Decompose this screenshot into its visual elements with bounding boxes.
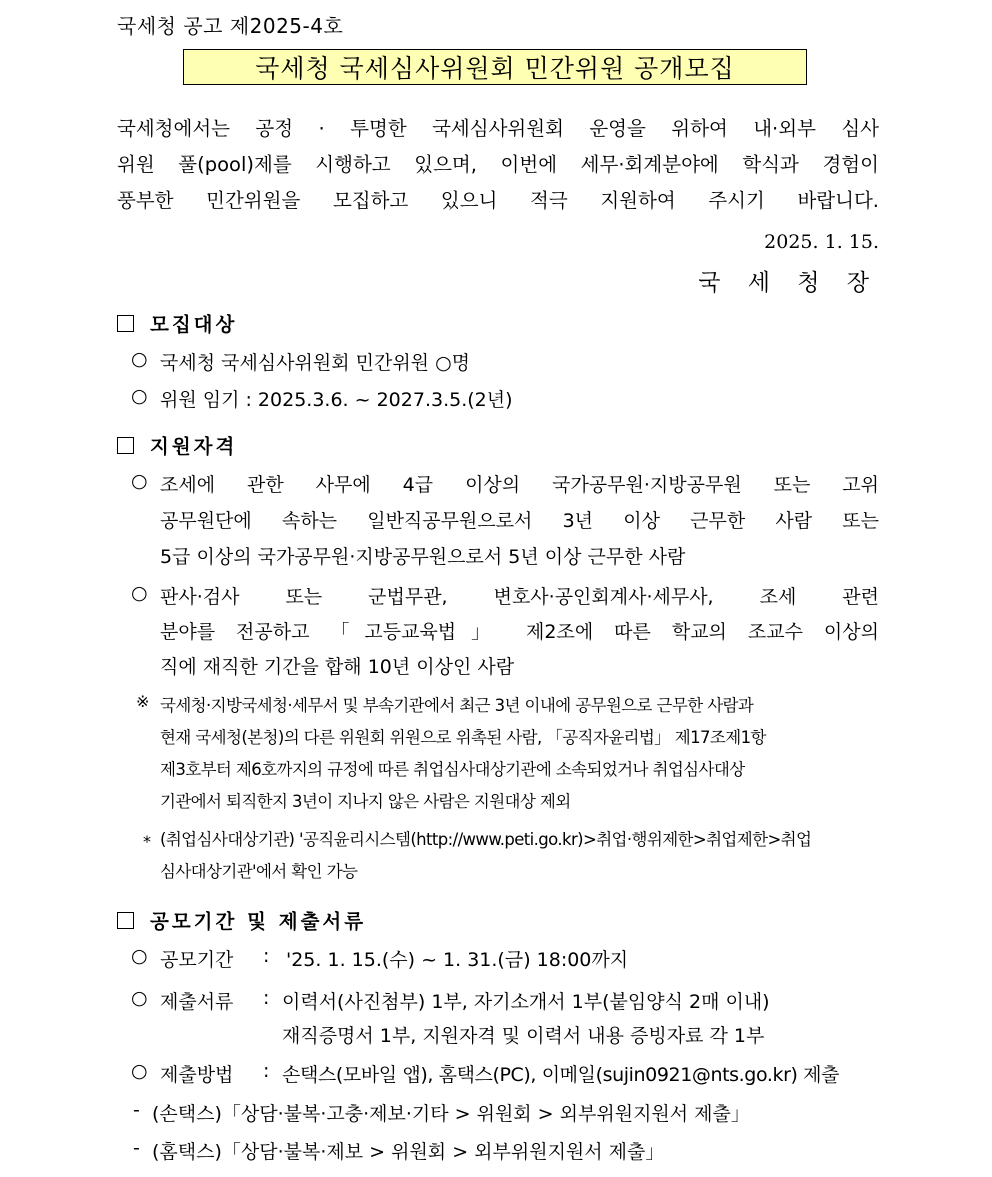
bullet-circle-icon: ○ [131,348,148,370]
section-application-heading [117,906,366,934]
checkbox-square-icon [117,315,134,332]
qualification-item-2-line-1: 판사·검사 또는 군법무관, 변호사·공인회계사·세무사, 조세 관련 [160,586,879,608]
method-value: 손택스(모바일 앱), 홈택스(PC), 이메일(sujin0921@nts.go.kr) 제출 [282,1064,840,1086]
section-title: 지원자격 [150,435,238,458]
method-label: 제출방법 [160,1064,234,1086]
period-label: 공모기간 [160,949,234,971]
documents-line-2: 재직증명서 1부, 지원자격 및 이력서 내용 증빙자료 각 1부 [282,1025,765,1047]
bullet-circle-icon: ○ [131,1060,148,1082]
notice-title-box [183,49,807,85]
qualification-item-2-line-2: 분야를 전공하고 「고등교육법」 제2조에 따른 학교의 조교수 이상의 [160,621,879,643]
checkbox-square-icon [117,437,134,454]
section-qualification-heading [117,431,237,459]
exclusion-line-3: 제3호부터 제6호까지의 규정에 따른 취업심사대상기관에 소속되었거나 취업심사대상 [160,760,745,779]
documents-label: 제출서류 [160,991,234,1013]
intro-line-2: 위원 풀(pool)제를 시행하고 있으며, 이번에 세무·회계분야에 학식과 경험이 [117,153,879,176]
checkbox-square-icon [117,912,134,929]
notice-title: 국세청 국세심사위원회 민간위원 공개모집 [255,54,735,83]
qualification-item-1-line-2: 공무원단에 속하는 일반직공무원으로서 3년 이상 근무한 사람 또는 [160,510,879,532]
bullet-circle-icon: ○ [131,582,148,604]
footnote-line-2: 심사대상기관'에서 확인 가능 [160,862,358,881]
reference-mark-icon: ※ [136,692,150,711]
method-sub-item-1: (손택스)「상담·불복·고충·제보·기타 > 위원회 > 외부위원지원서 제출」 [152,1103,750,1125]
bullet-circle-icon: ○ [131,945,148,967]
intro-line-1: 국세청에서는 공정 · 투명한 국세심사위원회 운영을 위하여 내·외부 심사 [117,117,879,140]
notice-number: 국세청 공고 제2025-4호 [117,14,344,38]
bullet-circle-icon: ○ [131,987,148,1009]
documents-line-1: 이력서(사진첨부) 1부, 자기소개서 1부(붙임양식 2매 이내) [282,991,770,1013]
exclusion-line-2: 현재 국세청(본청)의 다른 위원회 위원으로 위촉된 사람, 「공직자윤리법」 제17조제1항 [160,728,766,747]
label-colon: : [263,987,270,1009]
dash-marker: - [133,1137,140,1159]
section-title: 공모기간 및 제출서류 [150,910,367,933]
method-sub-item-2: (홈택스)「상담·불복·제보 > 위원회 > 외부위원지원서 제출」 [152,1141,665,1163]
bullet-circle-icon: ○ [131,385,148,407]
label-colon: : [263,945,270,967]
period-value: '25. 1. 15.(수) ~ 1. 31.(금) 18:00까지 [286,949,629,971]
section-target-heading [117,309,237,337]
exclusion-line-1: 국세청·지방국세청·세무서 및 부속기관에서 최근 3년 이내에 공무원으로 근무한 사람과 [160,696,754,715]
label-colon: : [263,1060,270,1082]
issuer-name: 국 세 청 장 [698,270,879,296]
section-title: 모집대상 [150,313,238,336]
footnote-line-1: (취업심사대상기관) '공직윤리시스템(http://www.peti.go.kr)>취업·행위제한>취업제한>취업 [160,830,812,849]
dash-marker: - [133,1099,140,1121]
qualification-item-1-line-1: 조세에 관한 사무에 4급 이상의 국가공무원·지방공무원 또는 고위 [160,474,879,496]
target-item-2: 위원 임기 : 2025.3.6. ~ 2027.3.5.(2년) [160,389,513,411]
footnote-mark-icon: * [143,832,151,851]
bullet-circle-icon: ○ [131,470,148,492]
target-item-1: 국세청 국세심사위원회 민간위원 ○명 [160,352,471,374]
exclusion-line-4: 기관에서 퇴직한지 3년이 지나지 않은 사람은 지원대상 제외 [160,792,571,811]
notice-date: 2025. 1. 15. [764,231,879,253]
qualification-item-2-line-3: 직에 재직한 기간을 합해 10년 이상인 사람 [160,656,515,678]
qualification-item-1-line-3: 5급 이상의 국가공무원·지방공무원으로서 5년 이상 근무한 사람 [160,546,686,568]
intro-line-3: 풍부한 민간위원을 모집하고 있으니 적극 지원하여 주시기 바랍니다. [117,189,879,212]
